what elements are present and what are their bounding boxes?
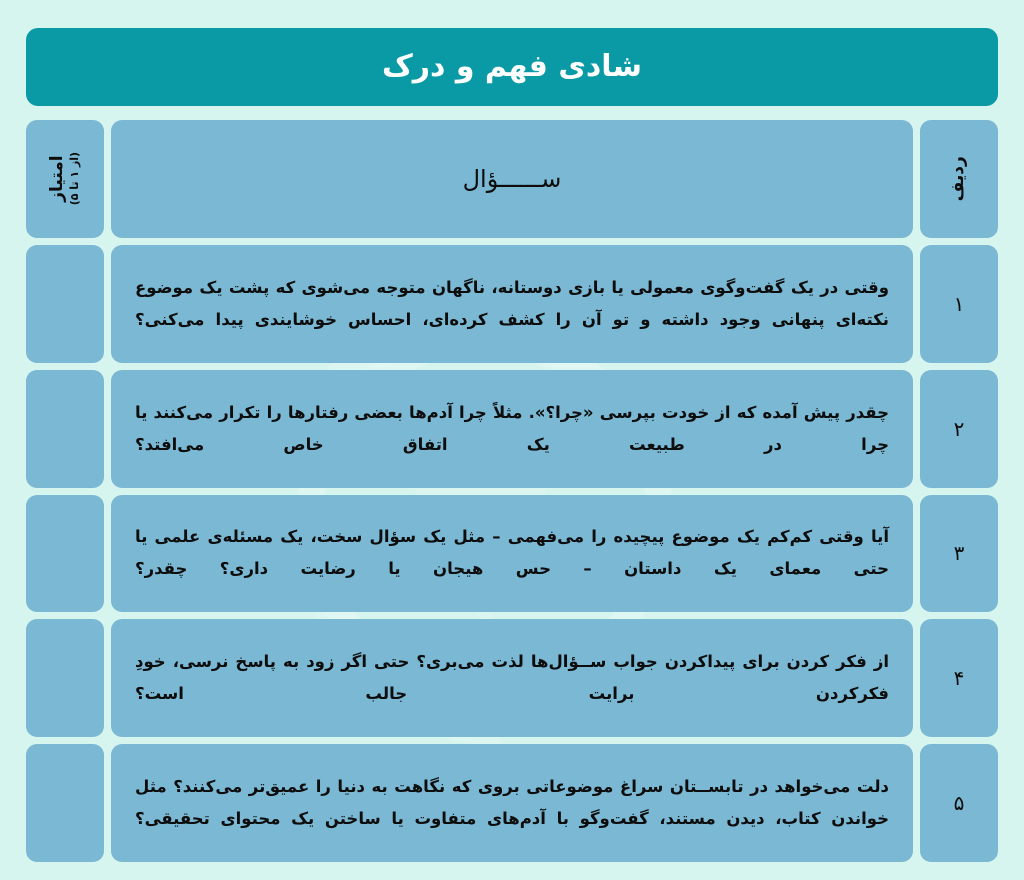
- score-input-cell[interactable]: [26, 495, 104, 613]
- table-row: [26, 619, 998, 737]
- row-number: ۲: [953, 416, 965, 441]
- row-number: ۳: [953, 541, 965, 566]
- question-text: آیا وقتی کم‌کم یک موضوع پیچیده را می‌فهمی – مثل یک سؤال سخت، یک مسئله‌ی علمی یا حتی معمای یک داستان – حس هیجان یا رضایت داری؟ چقدر؟: [135, 527, 889, 579]
- row-number-cell: [920, 744, 998, 862]
- question-text: از فکر کردن برای پیداکردن جواب ســؤال‌ها لذت می‌بری؟ حتی اگر زود به پاسخ نرسی، خودِ فکرکردن برایت جالب است؟: [135, 652, 889, 704]
- row-number: ۴: [953, 666, 965, 691]
- score-input-cell[interactable]: [26, 370, 104, 488]
- row-number: ۱: [953, 291, 965, 316]
- header-label-question: ســــــؤال: [462, 165, 562, 193]
- header-label-score: امتیاز: [47, 155, 68, 203]
- row-number: ۵: [953, 791, 965, 816]
- page-title-bar: [26, 28, 998, 106]
- row-number-cell: [920, 495, 998, 613]
- score-input-cell[interactable]: [26, 744, 104, 862]
- row-number-cell: [920, 370, 998, 488]
- questions-table: [26, 120, 998, 862]
- table-row: [26, 370, 998, 488]
- score-input-cell[interactable]: [26, 619, 104, 737]
- score-input-cell[interactable]: [26, 245, 104, 363]
- table-header-row: [26, 120, 998, 238]
- header-label-score-range: (از ۱ تا ۵): [67, 152, 81, 206]
- question-text: چقدر پیش آمده که از خودت بپرسی «چرا؟». مثلاً چرا آدم‌ها بعضی رفتارها را تکرار می‌کنند یا چرا در طبیعت یک اتفاق خاص می‌افتد؟: [135, 402, 889, 454]
- header-cell-question: [111, 120, 913, 238]
- question-cell: [111, 245, 913, 363]
- table-row: [26, 495, 998, 613]
- row-number-cell: [920, 245, 998, 363]
- question-cell: [111, 495, 913, 613]
- question-cell: [111, 370, 913, 488]
- question-text: وقتی در یک گفت‌وگوی معمولی یا بازی دوستانه، ناگهان متوجه می‌شوی که پشت یک موضوع نکته‌ای پنهانی وجود داشته و تو آن را کشف کرده‌ای، احساس خوشایندی پیدا می‌کنی؟: [135, 277, 889, 329]
- header-label-score-group: [48, 152, 81, 205]
- question-text: دلت می‌خواهد در تابســتان سراغ موضوعاتی بروی که نگاهت به دنیا را عمیق‌تر می‌کنند؟ مثل خواندن کتاب، دیدن مستند، گفت‌وگو با آدم‌های متفاوت یا ساختن یک محتوای تحقیقی؟: [135, 776, 889, 829]
- header-cell-row-number: [920, 120, 998, 238]
- table-row: [26, 744, 998, 862]
- question-cell: [111, 619, 913, 737]
- question-cell: [111, 744, 913, 862]
- page-title: شادی فهم و درک: [382, 49, 642, 84]
- row-number-cell: [920, 619, 998, 737]
- header-cell-score: [26, 120, 104, 238]
- header-label-row-number: ردیف: [948, 156, 969, 202]
- table-row: [26, 245, 998, 363]
